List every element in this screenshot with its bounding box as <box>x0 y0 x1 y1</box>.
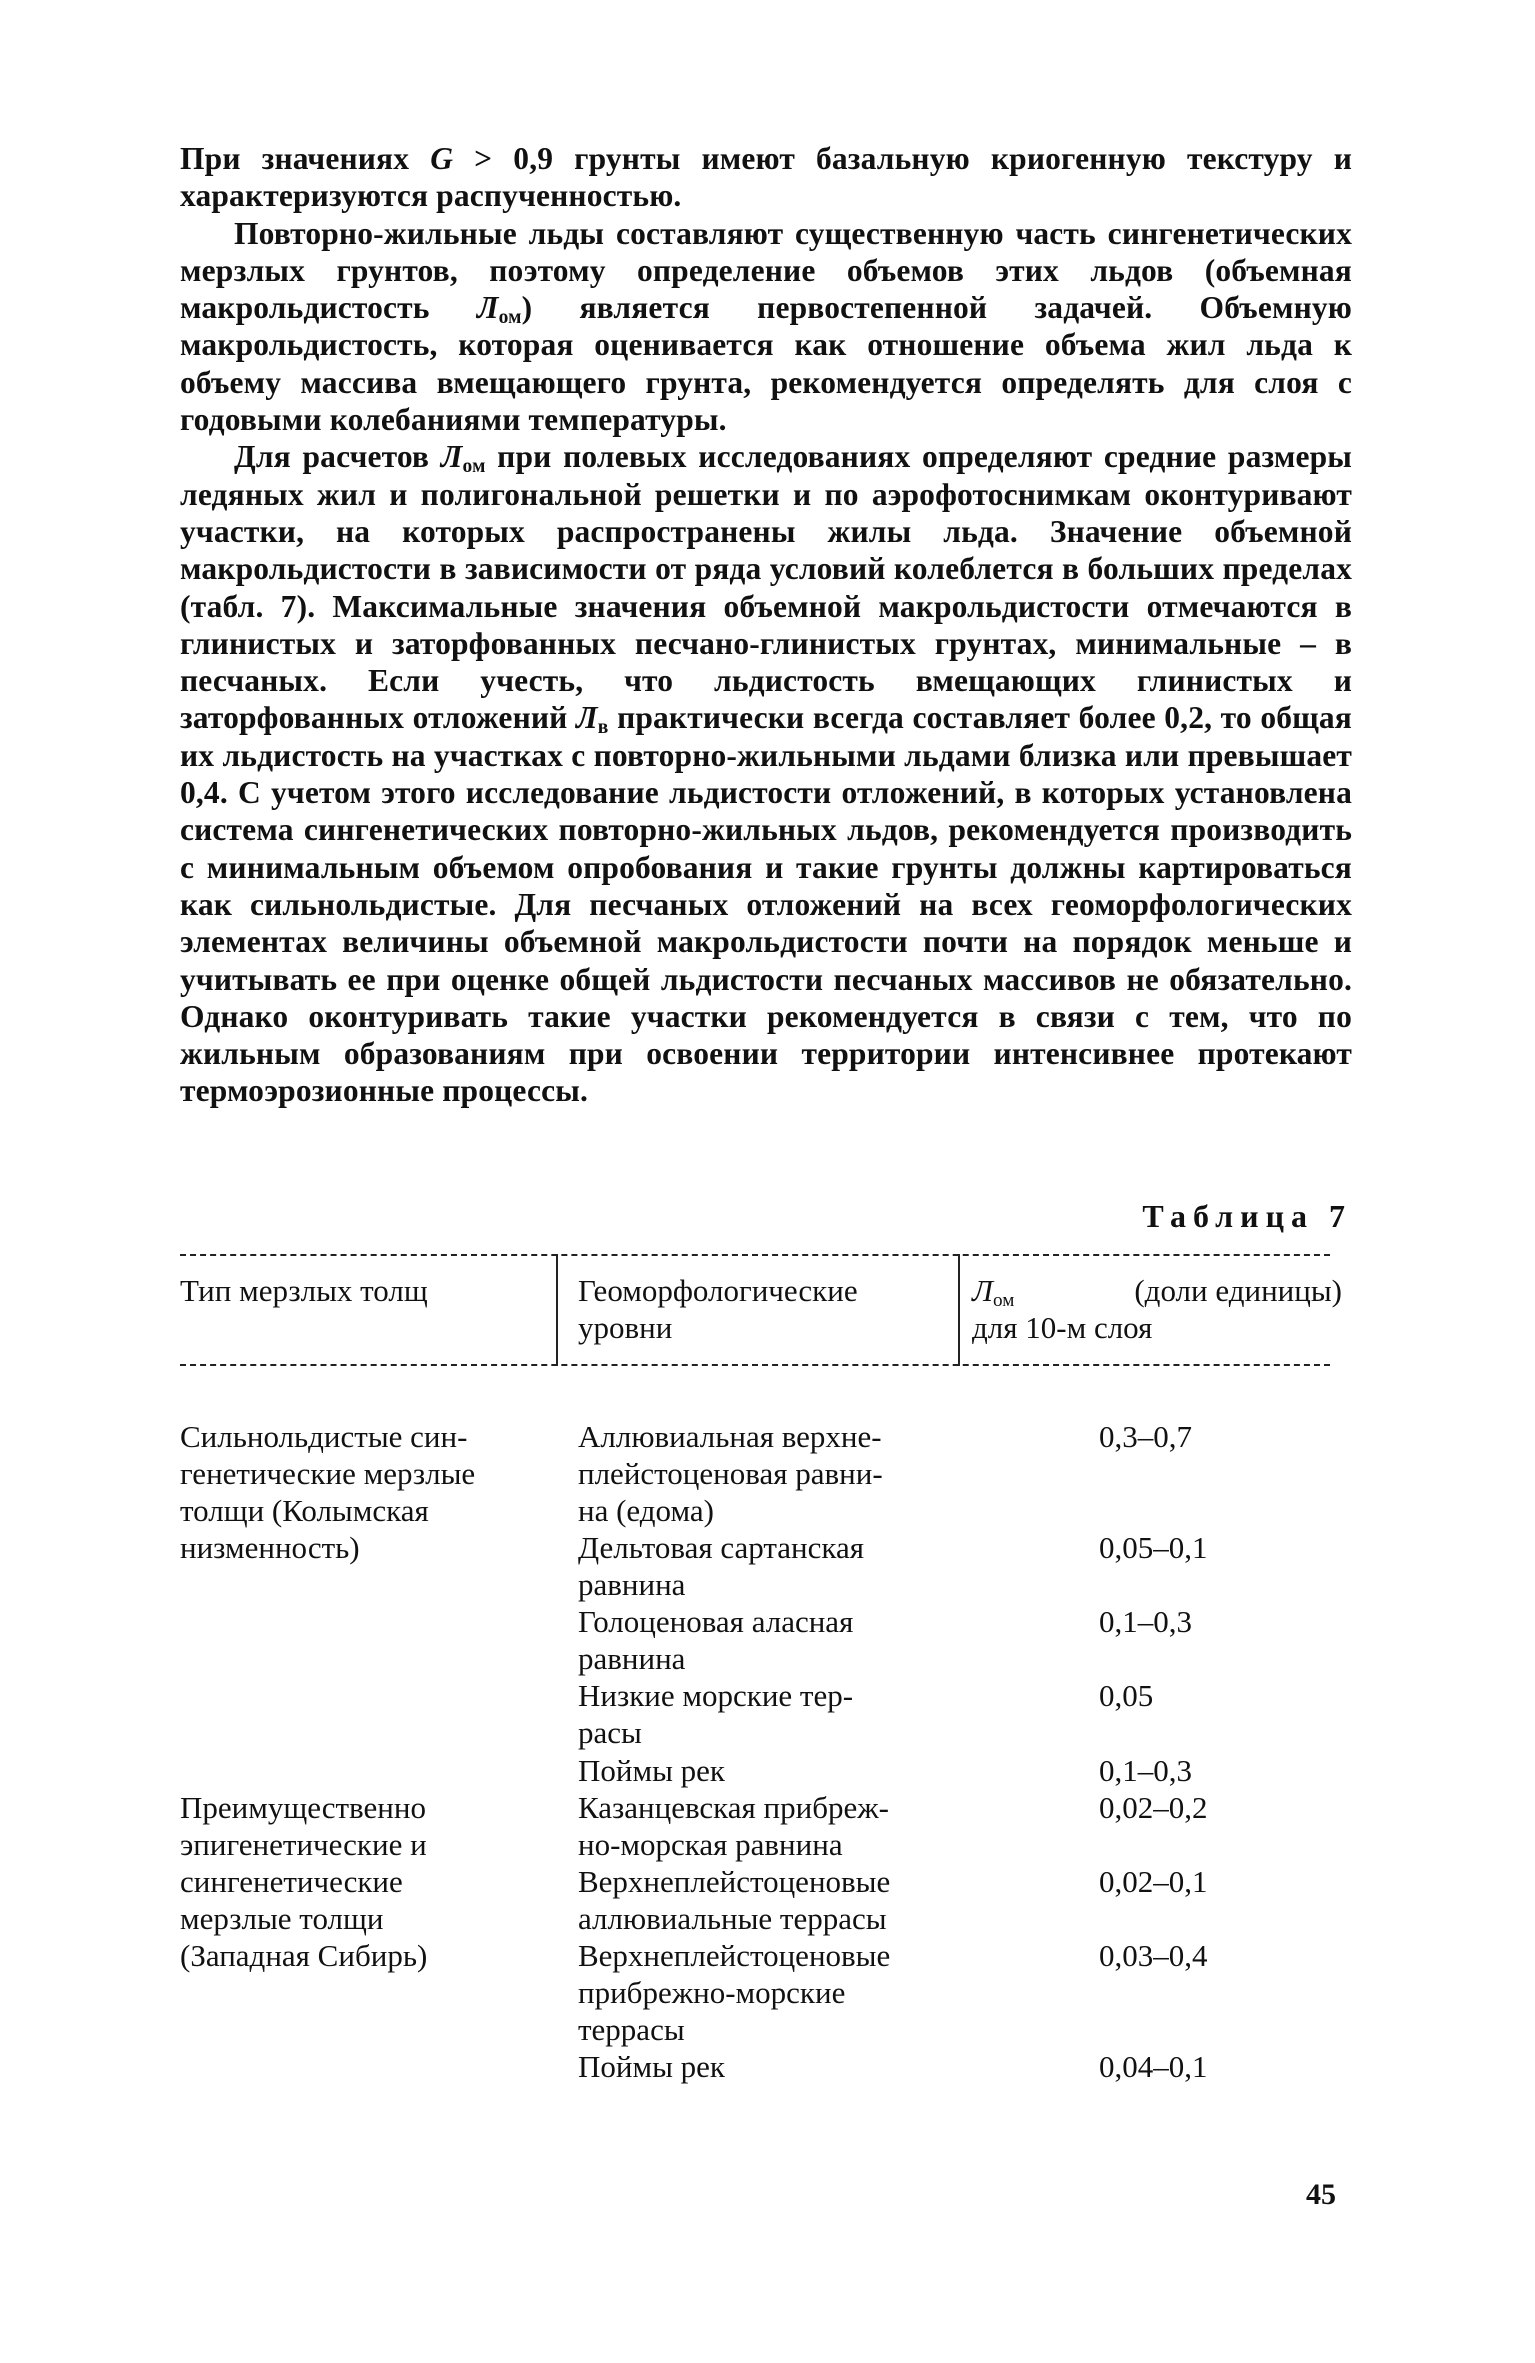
group-2-type-line: (Западная Сибирь) <box>180 1938 428 1973</box>
level-line: Аллювиальная верхне- <box>578 1419 882 1454</box>
header-value <box>972 1272 1342 1346</box>
level-line: Поймы рек <box>578 1753 725 1788</box>
body-text <box>180 140 1352 1110</box>
header-value-line-2: для 10-м слоя <box>972 1310 1153 1345</box>
symbol-l-1-subscript: ом <box>462 456 486 478</box>
table-row-5-level <box>578 1752 725 1789</box>
page-number: 45 <box>1306 2178 1336 2211</box>
table-row-3-value: 0,1–0,3 <box>1099 1604 1192 1639</box>
table-row-6-value: 0,02–0,2 <box>1099 1790 1208 1825</box>
level-line: Казанцевская прибреж- <box>578 1790 889 1825</box>
header-symbol-subscript: ом <box>993 1289 1015 1311</box>
level-line: но-морская равнина <box>578 1827 843 1862</box>
group-1-type-line: генетические мерзлые <box>180 1456 476 1491</box>
level-line: Низкие морские тер- <box>578 1678 854 1713</box>
level-line: на (едома) <box>578 1493 714 1528</box>
level-line: Дельтовая сартанская <box>578 1530 864 1565</box>
header-value-symbol <box>972 1272 1014 1309</box>
table-header-rule <box>180 1364 1330 1366</box>
table-caption: Таблица 7 <box>1142 1198 1352 1234</box>
table-top-rule <box>180 1254 1330 1256</box>
group-1-type <box>180 1418 475 1566</box>
table-row-1-value: 0,3–0,7 <box>1099 1419 1192 1454</box>
group-2-type <box>180 1789 427 1974</box>
symbol-l-2: Л <box>576 700 598 736</box>
table-row-8-value: 0,03–0,4 <box>1099 1938 1208 1973</box>
table-row-5-value: 0,1–0,3 <box>1099 1753 1192 1788</box>
level-line: аллювиальные террасы <box>578 1901 887 1936</box>
table-row-9-level <box>578 2048 725 2085</box>
paragraph-2-text-b: ) является первостепенной задачей. Объемную макрольдистость, которая оценивается как отношение объема жил льда к объему массива вмещающего грунта, рекомендуется определять для слоя с годовыми колебаниями температуры. <box>180 290 1352 438</box>
table-column-divider-1 <box>556 1254 558 1366</box>
table-row-6-level <box>578 1789 889 1863</box>
level-line: прибрежно-морские <box>578 1975 846 2010</box>
level-line: террасы <box>578 2012 685 2047</box>
header-type: Тип мерзлых толщ <box>180 1273 428 1308</box>
group-2-type-line: мерзлые толщи <box>180 1901 384 1936</box>
table-row-4-value: 0,05 <box>1099 1678 1154 1713</box>
table-row-2-level <box>578 1529 864 1603</box>
table-row-8-level <box>578 1937 890 2048</box>
table-row-3-level <box>578 1603 853 1677</box>
header-levels <box>578 1272 858 1346</box>
level-line: расы <box>578 1715 642 1750</box>
group-2-type-line: эпигенетические и <box>180 1827 427 1862</box>
paragraph-1 <box>180 140 1352 215</box>
table-row-4-level <box>578 1677 853 1751</box>
group-1-type-line: Сильнольдистые син- <box>180 1419 468 1454</box>
group-2-type-line: сингенетические <box>180 1864 403 1899</box>
header-levels-line-2: уровни <box>578 1310 673 1345</box>
group-2-type-line: Преимущественно <box>180 1790 426 1825</box>
header-value-units: (доли единицы) <box>1134 1273 1342 1308</box>
level-line: Верхнеплейстоценовые <box>578 1864 891 1899</box>
table-row-1-level <box>578 1418 883 1529</box>
header-symbol-l: Л <box>972 1273 993 1308</box>
header-levels-line-1: Геоморфологические <box>578 1273 858 1308</box>
level-line: равнина <box>578 1641 686 1676</box>
paragraph-3-text-b: при полевых исследованиях определяют средние размеры ледяных жил и полигональной решетки и по аэрофотоснимкам оконтуривают участки, на которых распространены жилы льда. Значение объемной макрольдистости в зависимости от ряда условий колеблется в больших пределах (табл. 7). Максимальные значения объемной макрольдистости отмечаются в глинистых и заторфованных песчано-глинистых грунтах, минимальные – в песчаных. Если учесть, что льдистость вмещающих глинистых и заторфованных отложений <box>180 439 1352 736</box>
symbol-l-2-subscript: в <box>597 717 609 739</box>
level-line: равнина <box>578 1567 686 1602</box>
group-1-type-line: толщи (Колымская <box>180 1493 429 1528</box>
table-row-7-value: 0,02–0,1 <box>1099 1864 1208 1899</box>
paragraph-2 <box>180 215 1352 439</box>
paragraph-3 <box>180 438 1352 1109</box>
symbol-g: G <box>430 141 454 176</box>
level-line: Верхнеплейстоценовые <box>578 1938 891 1973</box>
paragraph-1-text-a: При значениях <box>180 141 431 176</box>
symbol-l-1: Л <box>440 439 463 475</box>
paragraph-1-text-b: > 0,9 грунты имеют базальную криогенную текстуру и характеризуются распученностью. <box>180 141 1352 214</box>
level-line: Поймы рек <box>578 2049 725 2084</box>
level-line: плейстоценовая равни- <box>578 1456 883 1491</box>
paragraph-3-text-a: Для расчетов <box>234 439 441 475</box>
paragraph-3-text-c: практически всегда составляет более 0,2, то общая их льдистость на участках с повторно-жильными льдами близка или превышает 0,4. С учетом этого исследование льдистости отложений, в которых установлена система сингенетических повторно-жильных льдов, рекомендуется производить с минимальным объемом опробования и такие грунты должны картироваться как сильнольдистые. Для песчаных отложений на всех геоморфологических элементах величины объемной макрольдистости почти на порядок меньше и учитывать ее при оценке общей льдистости песчаных массивов не обязательно. Однако оконтуривать такие участки рекомендуется в связи с тем, что по жильным образованиям при освоении территории интенсивнее протекают термоэрозионные процессы. <box>180 700 1352 1109</box>
paragraph-2-text-a: Повторно-жильные льды составляют существенную часть сингенетических мерзлых грунтов, поэтому определение объемов этих льдов (объемная макрольдистость <box>180 215 1352 326</box>
symbol-l: Л <box>476 290 499 326</box>
group-1-type-line: низменность) <box>180 1530 360 1565</box>
table-row-9-value: 0,04–0,1 <box>1099 2049 1208 2084</box>
header-value-line-1 <box>972 1272 1342 1309</box>
table-row-2-value: 0,05–0,1 <box>1099 1530 1208 1565</box>
table-row-7-level <box>578 1863 890 1937</box>
level-line: Голоценовая аласная <box>578 1604 854 1639</box>
symbol-l-subscript: ом <box>498 307 522 329</box>
table-column-divider-2 <box>958 1254 960 1366</box>
